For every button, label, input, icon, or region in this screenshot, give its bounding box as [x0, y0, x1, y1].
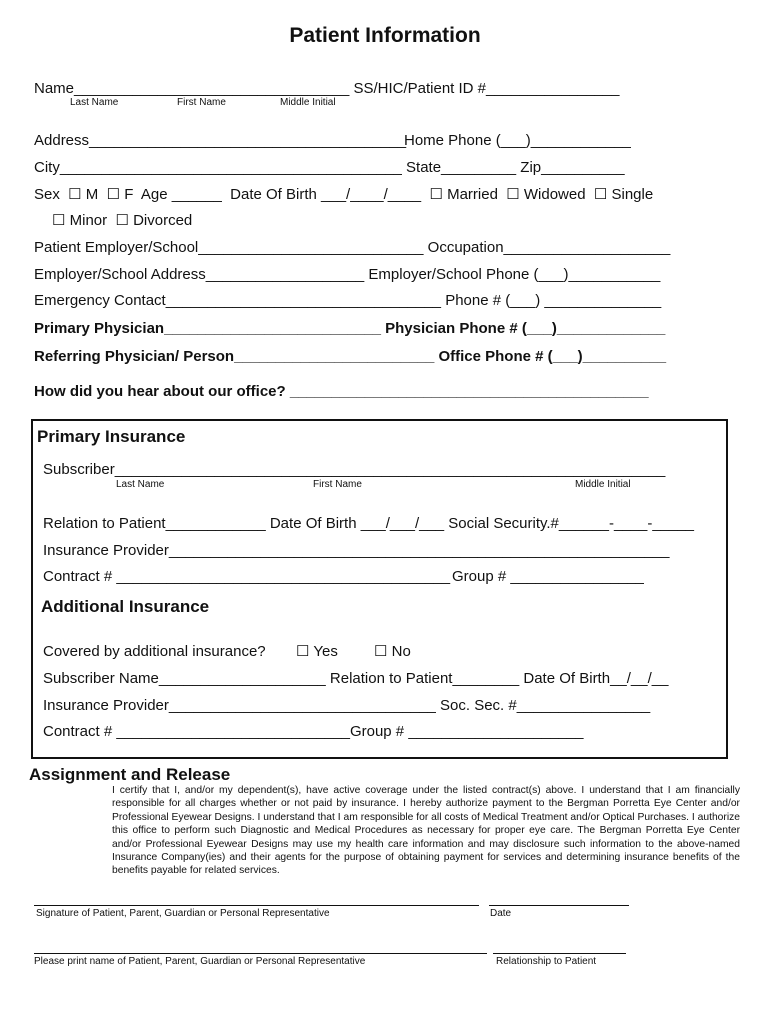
name-sub-last: Last Name — [70, 97, 119, 108]
name-sub-middle: Middle Initial — [280, 97, 336, 108]
additional-subscriber-row[interactable]: Subscriber Name____________________ Relation to Patient________ Date Of Birth__/__/__ — [43, 670, 669, 687]
referring-physician-row[interactable]: Referring Physician/ Person________________________ Office Phone # (___)__________ — [34, 348, 667, 365]
subscriber-sub-middle: Middle Initial — [575, 479, 631, 490]
name-sub-first: First Name — [177, 97, 226, 108]
home-phone-row[interactable]: Home Phone (___)____________ — [404, 132, 631, 149]
primary-insurance-heading: Primary Insurance — [37, 427, 186, 446]
print-name-line[interactable] — [34, 953, 487, 954]
covered-question: Covered by additional insurance? — [43, 643, 266, 660]
subscriber-row[interactable]: Subscriber__________________________________________________________________ — [43, 461, 666, 478]
employer-row[interactable]: Patient Employer/School___________________________ Occupation____________________ — [34, 239, 671, 256]
subscriber-sub-last: Last Name — [116, 479, 165, 490]
address-row[interactable]: Address______________________________________ — [34, 132, 407, 149]
group-row[interactable]: Group # ________________ — [452, 568, 644, 585]
signature-label: Signature of Patient, Parent, Guardian or Personal Representative — [36, 908, 330, 919]
yes-checkbox[interactable]: ☐ Yes — [296, 643, 338, 660]
emergency-contact-row[interactable]: Emergency Contact_________________________________ Phone # (___) ______________ — [34, 292, 662, 309]
subscriber-sub-first: First Name — [313, 479, 362, 490]
signature-line[interactable] — [34, 905, 479, 906]
print-name-label: Please print name of Patient, Parent, Guardian or Personal Representative — [34, 956, 366, 967]
employer-address-row[interactable]: Employer/School Address___________________ Employer/School Phone (___)___________ — [34, 266, 661, 283]
name-row[interactable]: Name_________________________________ SS/HIC/Patient ID #________________ — [34, 80, 620, 97]
page-title: Patient Information — [289, 24, 481, 47]
relationship-line[interactable] — [493, 953, 626, 954]
relationship-label: Relationship to Patient — [496, 956, 597, 967]
sex-row[interactable]: Sex ☐ M ☐ F Age ______ Date Of Birth ___/____/____ ☐ Married ☐ Widowed ☐ Single — [34, 186, 654, 203]
relation-row[interactable]: Relation to Patient____________ Date Of Birth ___/___/___ Social Security.#______-____-_____ — [43, 515, 695, 532]
insurance-provider-row[interactable]: Insurance Provider____________________________________________________________ — [43, 542, 670, 559]
hear-about-row[interactable]: How did you hear about our office? ___________________________________________ — [34, 383, 649, 400]
primary-physician-row[interactable]: Primary Physician__________________________ Physician Phone # (___)_____________ — [34, 320, 666, 337]
additional-contract-row[interactable]: Contract # ____________________________Group # _____________________ — [43, 723, 584, 740]
contract-row[interactable]: Contract # ________________________________________ — [43, 568, 451, 585]
date-label: Date — [490, 908, 512, 919]
additional-provider-row[interactable]: Insurance Provider________________________________ Soc. Sec. #________________ — [43, 697, 651, 714]
minor-divorced-row[interactable]: ☐ Minor ☐ Divorced — [52, 212, 193, 229]
no-checkbox[interactable]: ☐ No — [374, 643, 411, 660]
assignment-text: I certify that I, and/or my dependent(s), have active coverage under the listed contract(s) above. I understand that I am financially responsible for all charges whether or not paid by insurance. I hereby authorize payment to the Bergman Porretta Eye Center and/or Professional Eyewear Designs. I understand that I am responsible for all costs of Medical Treatment and/or Optical Purchases. I authorize this office to perform such Diagnostic and Medical Procedures as necessary for proper eye care. The Bergman Porretta Eye Center and/or Professional Eyewear Designs may use my health care information and may disclosure such information to the above-named Insurance Company(ies) and their agents for the purpose of obtaining payment for services and determining insurance benefits of the benefits payable for related services. — [112, 785, 740, 877]
assignment-heading: Assignment and Release — [29, 765, 231, 784]
city-row[interactable]: City_________________________________________ State_________ Zip__________ — [34, 159, 625, 176]
date-line[interactable] — [489, 905, 629, 906]
additional-insurance-heading: Additional Insurance — [41, 597, 210, 616]
